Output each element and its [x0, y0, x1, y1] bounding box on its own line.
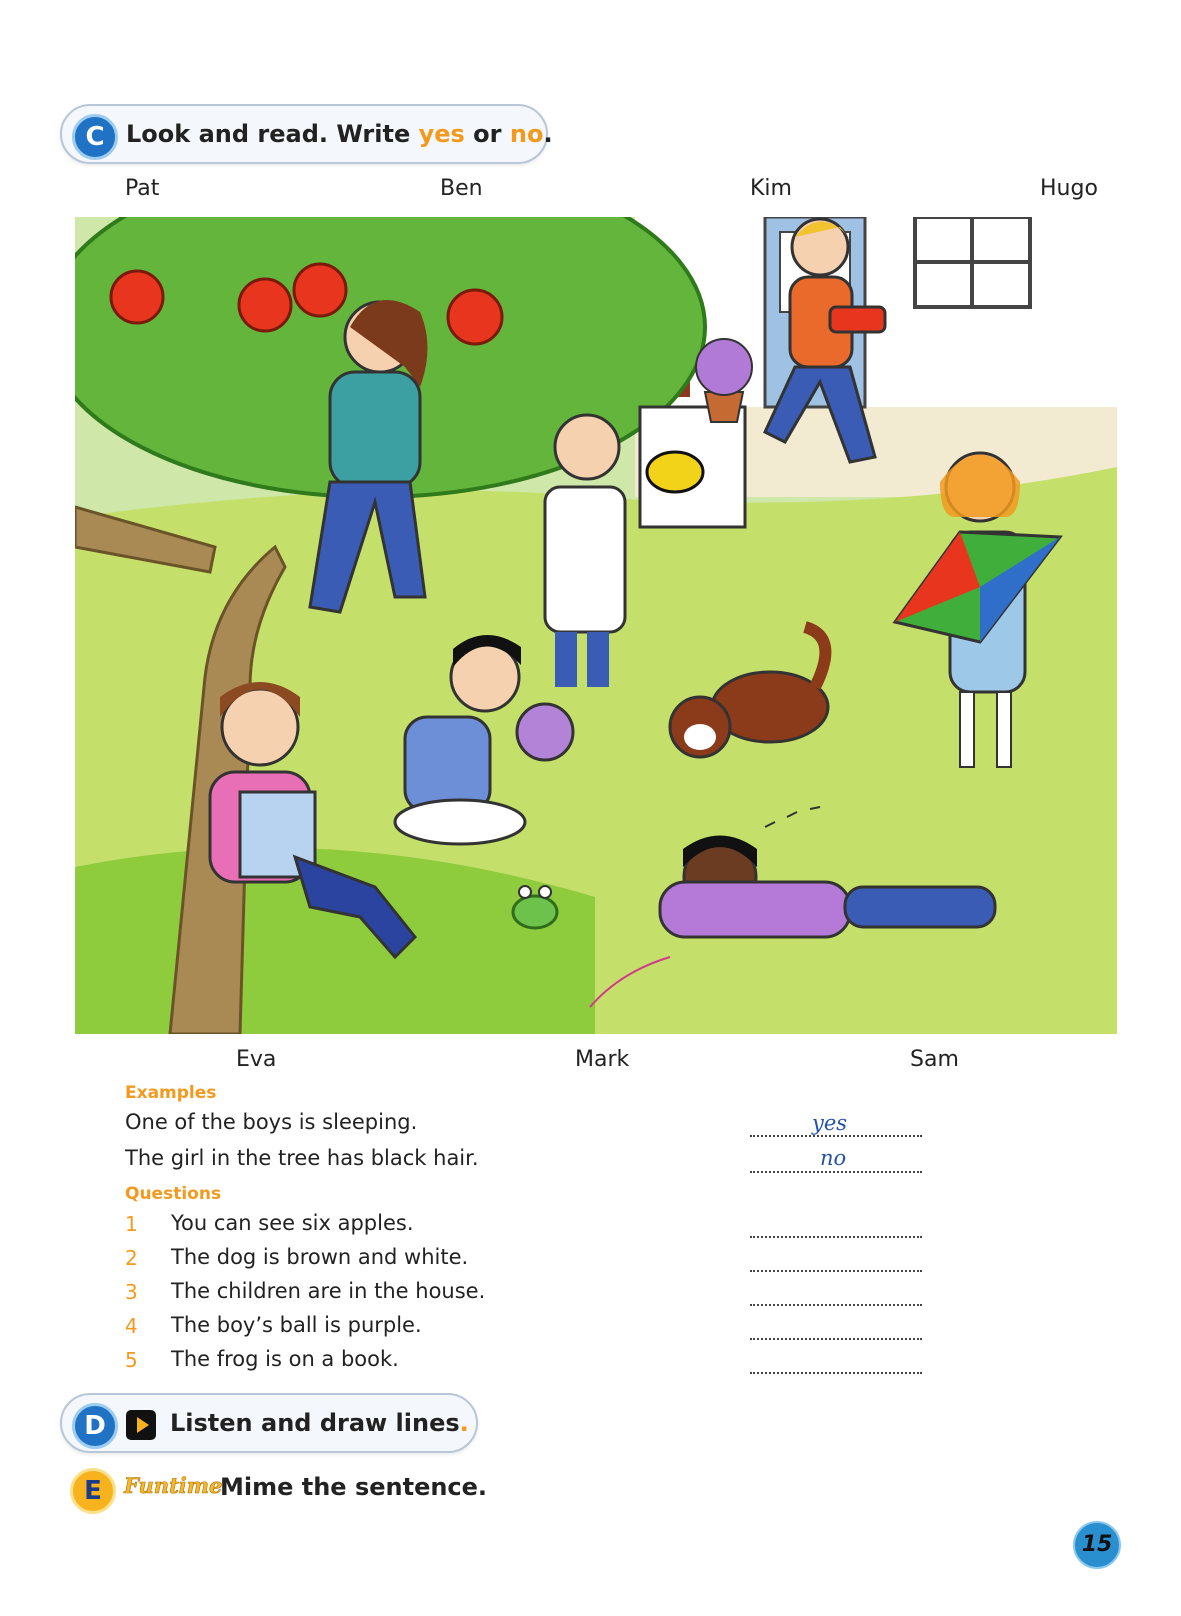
- question-4-number: 4: [125, 1314, 138, 1338]
- question-2-answer-line[interactable]: [750, 1269, 922, 1272]
- yes-word: yes: [418, 120, 465, 148]
- name-sam: Sam: [910, 1047, 959, 1072]
- section-e-title: Mime the sentence.: [220, 1473, 488, 1501]
- section-e-badge: E: [70, 1468, 116, 1514]
- question-1-text: You can see six apples.: [171, 1211, 414, 1235]
- question-3-text: The children are in the house.: [171, 1279, 486, 1303]
- section-c-title-main: Look and read. Write: [126, 120, 411, 148]
- audio-play-icon[interactable]: [126, 1410, 156, 1440]
- example-2-text: The girl in the tree has black hair.: [125, 1146, 479, 1170]
- name-kim: Kim: [750, 176, 792, 201]
- name-eva: Eva: [236, 1047, 277, 1072]
- toy-car: [830, 307, 885, 332]
- question-2-number: 2: [125, 1246, 138, 1270]
- name-hugo: Hugo: [1040, 176, 1098, 201]
- park-scene-illustration: [75, 217, 1117, 1034]
- question-2-text: The dog is brown and white.: [171, 1245, 469, 1269]
- name-ben: Ben: [440, 176, 483, 201]
- example-1-text: One of the boys is sleeping.: [125, 1110, 418, 1134]
- question-4-answer-line[interactable]: [750, 1337, 922, 1340]
- page-number: 15: [1073, 1521, 1121, 1569]
- question-3-number: 3: [125, 1280, 138, 1304]
- section-c-title: [126, 120, 553, 148]
- question-4-text: The boy’s ball is purple.: [171, 1313, 422, 1337]
- section-c-badge: C: [72, 114, 118, 160]
- name-mark: Mark: [575, 1047, 630, 1072]
- or-word: or: [473, 120, 502, 148]
- question-1-number: 1: [125, 1212, 138, 1236]
- question-5-text: The frog is on a book.: [171, 1347, 399, 1371]
- questions-label: Questions: [125, 1184, 222, 1204]
- example-2-answer-line: [750, 1170, 922, 1173]
- section-d-period: .: [459, 1409, 469, 1437]
- section-d-title-text: Listen and draw lines: [170, 1409, 460, 1437]
- ball: [517, 704, 573, 760]
- bee-painting: [647, 452, 703, 492]
- no-word: no: [509, 120, 544, 148]
- title-period: .: [543, 120, 553, 148]
- section-d-title: [170, 1409, 469, 1437]
- question-3-answer-line[interactable]: [750, 1303, 922, 1306]
- question-1-answer-line[interactable]: [750, 1235, 922, 1238]
- question-5-answer-line[interactable]: [750, 1371, 922, 1374]
- example-2-answer: no: [820, 1146, 847, 1170]
- funtime-logo: Funtime: [124, 1473, 223, 1498]
- examples-label: Examples: [125, 1083, 217, 1103]
- question-5-number: 5: [125, 1348, 138, 1372]
- example-1-answer: yes: [812, 1111, 848, 1135]
- section-d-badge: D: [72, 1403, 118, 1449]
- name-pat: Pat: [125, 176, 160, 201]
